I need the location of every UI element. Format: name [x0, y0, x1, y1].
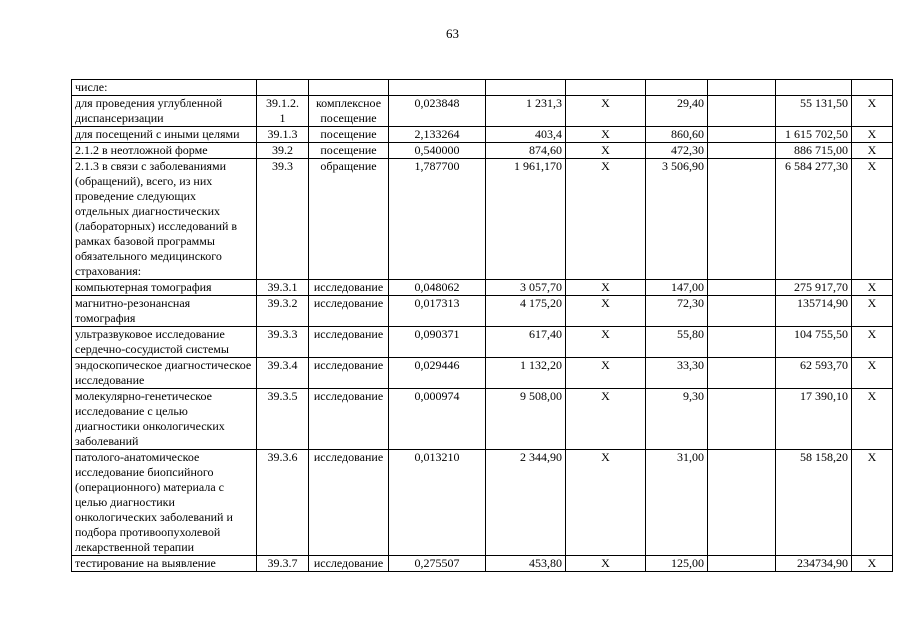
cell-per-capita: [646, 80, 708, 96]
cell-per-capita: 147,00: [646, 280, 708, 296]
cell-cost: 874,60: [486, 143, 566, 159]
table-row: [72, 143, 893, 159]
table-row: [72, 358, 893, 389]
cell-cost: 4 175,20: [486, 296, 566, 327]
cell-total: 17 390,10: [776, 389, 852, 450]
cell-x2: Х: [852, 358, 893, 389]
cell-per-capita: 125,00: [646, 556, 708, 572]
cell-code: 39.3.7: [257, 556, 309, 572]
cell-total: 275 917,70: [776, 280, 852, 296]
cell-x2: Х: [852, 143, 893, 159]
cell-code: 39.3.2: [257, 296, 309, 327]
table-row: [72, 296, 893, 327]
cell-norm: 0,013210: [389, 450, 486, 556]
cell-x2: Х: [852, 127, 893, 143]
cell-norm: 0,000974: [389, 389, 486, 450]
cell-empty: [708, 389, 776, 450]
cell-per-capita: 33,30: [646, 358, 708, 389]
cell-unit: обращение: [309, 159, 389, 280]
cell-x2: Х: [852, 450, 893, 556]
cell-name: 2.1.3 в связи с заболеваниями (обращений), всего, из них проведение следующих отдельных диагностических (лабораторных) исследований в рамках базовой программы обязательного медицинского страхования:: [72, 159, 257, 280]
cell-x: Х: [566, 159, 646, 280]
cell-name: для посещений с иными целями: [72, 127, 257, 143]
cell-code: 39.3.3: [257, 327, 309, 358]
table-row: [72, 80, 893, 96]
table-row: [72, 127, 893, 143]
cell-x2: Х: [852, 296, 893, 327]
cell-x: Х: [566, 143, 646, 159]
cell-x2: Х: [852, 327, 893, 358]
cell-x2: Х: [852, 389, 893, 450]
cell-code: 39.2: [257, 143, 309, 159]
cell-x: Х: [566, 389, 646, 450]
cell-cost: 453,80: [486, 556, 566, 572]
cell-total: 55 131,50: [776, 96, 852, 127]
cell-total: 58 158,20: [776, 450, 852, 556]
cell-total: 234734,90: [776, 556, 852, 572]
tariff-table: [71, 79, 893, 572]
cell-x2: Х: [852, 556, 893, 572]
cell-name: компьютерная томография: [72, 280, 257, 296]
cell-empty: [708, 327, 776, 358]
table-body: [72, 80, 893, 572]
cell-total: [776, 80, 852, 96]
cell-empty: [708, 450, 776, 556]
cell-cost: 1 231,3: [486, 96, 566, 127]
cell-empty: [708, 127, 776, 143]
cell-unit: исследование: [309, 389, 389, 450]
cell-norm: 0,023848: [389, 96, 486, 127]
cell-total: 135714,90: [776, 296, 852, 327]
cell-x: [566, 80, 646, 96]
cell-per-capita: 31,00: [646, 450, 708, 556]
cell-name: 2.1.2 в неотложной форме: [72, 143, 257, 159]
cell-code: 39.1.2. 1: [257, 96, 309, 127]
cell-x: Х: [566, 280, 646, 296]
cell-empty: [708, 159, 776, 280]
cell-norm: 1,787700: [389, 159, 486, 280]
cell-code: 39.3: [257, 159, 309, 280]
cell-name: для проведения углубленной диспансеризации: [72, 96, 257, 127]
cell-code: [257, 80, 309, 96]
cell-x: Х: [566, 327, 646, 358]
cell-name: молекулярно-генетическое исследование с целью диагностики онкологических заболеваний: [72, 389, 257, 450]
cell-cost: 1 132,20: [486, 358, 566, 389]
cell-unit: исследование: [309, 358, 389, 389]
cell-x: Х: [566, 127, 646, 143]
cell-per-capita: 9,30: [646, 389, 708, 450]
table-row: [72, 389, 893, 450]
cell-per-capita: 29,40: [646, 96, 708, 127]
cell-empty: [708, 96, 776, 127]
cell-name: числе:: [72, 80, 257, 96]
cell-unit: исследование: [309, 556, 389, 572]
cell-x: Х: [566, 450, 646, 556]
cell-norm: 0,275507: [389, 556, 486, 572]
cell-per-capita: 472,30: [646, 143, 708, 159]
cell-name: эндоскопическое диагностическое исследование: [72, 358, 257, 389]
cell-code: 39.3.6: [257, 450, 309, 556]
cell-code: 39.3.4: [257, 358, 309, 389]
cell-total: 62 593,70: [776, 358, 852, 389]
cell-x2: Х: [852, 159, 893, 280]
cell-unit: исследование: [309, 327, 389, 358]
cell-unit: посещение: [309, 127, 389, 143]
cell-per-capita: 55,80: [646, 327, 708, 358]
cell-norm: 0,540000: [389, 143, 486, 159]
cell-x: Х: [566, 96, 646, 127]
cell-unit: посещение: [309, 143, 389, 159]
cell-x: Х: [566, 556, 646, 572]
cell-code: 39.1.3: [257, 127, 309, 143]
cell-total: 886 715,00: [776, 143, 852, 159]
cell-unit: [309, 80, 389, 96]
cell-total: 104 755,50: [776, 327, 852, 358]
cell-empty: [708, 296, 776, 327]
cell-x: Х: [566, 358, 646, 389]
cell-unit: исследование: [309, 450, 389, 556]
cell-cost: 617,40: [486, 327, 566, 358]
cell-total: 1 615 702,50: [776, 127, 852, 143]
cell-cost: [486, 80, 566, 96]
cell-x2: Х: [852, 280, 893, 296]
cell-code: 39.3.1: [257, 280, 309, 296]
cell-per-capita: 72,30: [646, 296, 708, 327]
cell-norm: [389, 80, 486, 96]
cell-x: Х: [566, 296, 646, 327]
cell-unit: исследование: [309, 280, 389, 296]
cell-norm: 0,090371: [389, 327, 486, 358]
cell-per-capita: 860,60: [646, 127, 708, 143]
cell-cost: 403,4: [486, 127, 566, 143]
table-row: [72, 556, 893, 572]
cell-empty: [708, 358, 776, 389]
cell-x2: [852, 80, 893, 96]
cell-cost: 1 961,170: [486, 159, 566, 280]
table-row: [72, 280, 893, 296]
table-row: [72, 159, 893, 280]
cell-norm: 0,029446: [389, 358, 486, 389]
cell-code: 39.3.5: [257, 389, 309, 450]
cell-empty: [708, 143, 776, 159]
cell-cost: 3 057,70: [486, 280, 566, 296]
cell-name: магнитно-резонансная томография: [72, 296, 257, 327]
cell-cost: 9 508,00: [486, 389, 566, 450]
cell-unit: исследование: [309, 296, 389, 327]
cell-name: ультразвуковое исследование сердечно-сосудистой системы: [72, 327, 257, 358]
cell-norm: 0,048062: [389, 280, 486, 296]
cell-empty: [708, 556, 776, 572]
page-number: 63: [446, 26, 459, 41]
cell-unit: комплексное посещение: [309, 96, 389, 127]
table-row: [72, 450, 893, 556]
table-row: [72, 96, 893, 127]
cell-empty: [708, 80, 776, 96]
cell-name: тестирование на выявление: [72, 556, 257, 572]
cell-empty: [708, 280, 776, 296]
cell-name: патолого-анатомическое исследование биопсийного (операционного) материала с целью диагностики онкологических заболеваний и подбора противоопухолевой лекарственной терапии: [72, 450, 257, 556]
cell-x2: Х: [852, 96, 893, 127]
cell-per-capita: 3 506,90: [646, 159, 708, 280]
cell-norm: 2,133264: [389, 127, 486, 143]
table-row: [72, 327, 893, 358]
cell-cost: 2 344,90: [486, 450, 566, 556]
cell-total: 6 584 277,30: [776, 159, 852, 280]
cell-norm: 0,017313: [389, 296, 486, 327]
